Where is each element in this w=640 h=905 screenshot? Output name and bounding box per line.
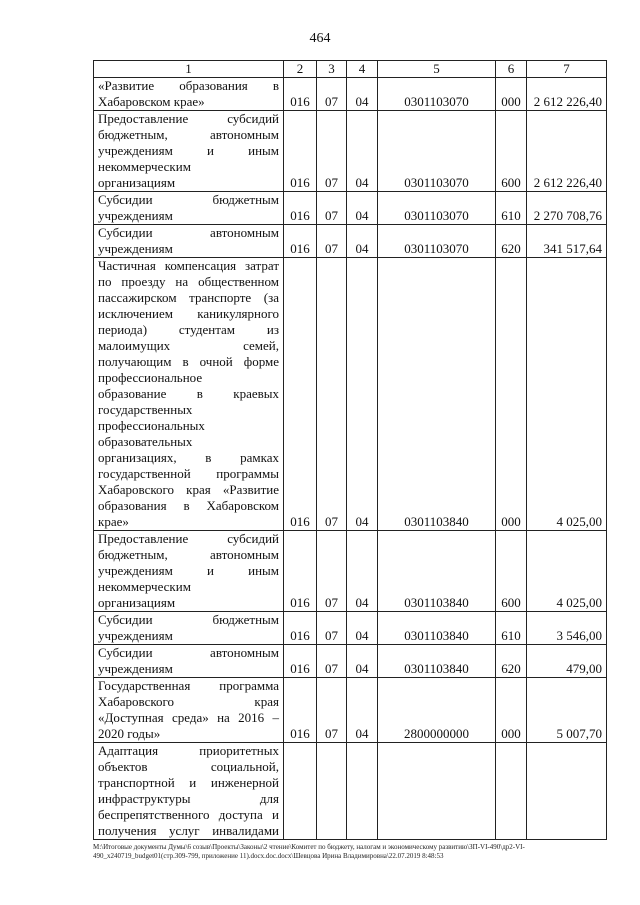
amount-cell: 4 025,00 xyxy=(527,258,607,531)
section-cell: 07 xyxy=(317,678,347,743)
row-name-line: Хабаровского края xyxy=(98,694,279,709)
admin-code-cell: 016 xyxy=(284,225,317,258)
target-article-cell: 0301103840 xyxy=(378,258,496,531)
amount-cell: 4 025,00 xyxy=(527,531,607,612)
section-cell: 07 xyxy=(317,531,347,612)
subsection-cell: 04 xyxy=(347,225,378,258)
amount-cell: 341 517,64 xyxy=(527,225,607,258)
row-name-line: Частичная компенсация затрат xyxy=(98,258,279,273)
row-name-cell xyxy=(94,225,284,258)
table-row xyxy=(94,111,607,192)
row-name-line: Субсидии бюджетным xyxy=(98,192,279,207)
section-cell: 07 xyxy=(317,612,347,645)
expense-type-cell: 600 xyxy=(496,111,527,192)
row-name-line: Предоставление субсидий xyxy=(98,111,279,126)
row-name-line: Государственная программа xyxy=(98,678,279,693)
row-name-line: беспрепятственного доступа и xyxy=(98,807,279,822)
row-name-line: по проезду на общественном xyxy=(98,274,279,289)
document-path-footer: M:\Итоговые документы Думы\6 созыв\Проекты\Законы\2 чтение\Комитет по бюджету, налогам и экономическому развитию\ЗП-VI-490\др2-VI-490_х240719_budget01(стр.309-799, приложение 11).docx.doc.docx\Шевцова Ирина Владимировна\22.07.2019 8:48:53 xyxy=(93,843,525,860)
table-row xyxy=(94,531,607,612)
row-name-line: образования в Хабаровском xyxy=(98,498,279,513)
target-article-cell: 0301103070 xyxy=(378,111,496,192)
row-name-cell xyxy=(94,645,284,678)
row-name-line: организациям xyxy=(98,595,176,610)
subsection-cell: 04 xyxy=(347,645,378,678)
amount-cell: 5 007,70 xyxy=(527,678,607,743)
expense-type-cell: 000 xyxy=(496,78,527,111)
header-cell: 1 xyxy=(94,61,284,78)
header-cell: 7 xyxy=(527,61,607,78)
target-article-cell: 0301103070 xyxy=(378,225,496,258)
row-name-cell xyxy=(94,612,284,645)
section-cell: 07 xyxy=(317,645,347,678)
subsection-cell: 04 xyxy=(347,78,378,111)
row-name-line: Хабаровском крае» xyxy=(98,94,205,109)
budget-table xyxy=(93,60,607,840)
row-name-cell xyxy=(94,111,284,192)
subsection-cell: 04 xyxy=(347,678,378,743)
admin-code-cell: 016 xyxy=(284,258,317,531)
subsection-cell: 04 xyxy=(347,612,378,645)
admin-code-cell: 016 xyxy=(284,612,317,645)
row-name-line: учреждениям xyxy=(98,628,173,643)
row-name-line: Субсидии автономным xyxy=(98,225,279,240)
expense-type-cell: 610 xyxy=(496,192,527,225)
row-name-line: образовательных xyxy=(98,434,193,449)
page-number: 464 xyxy=(309,31,331,46)
target-article-cell: 0301103070 xyxy=(378,192,496,225)
admin-code-cell: 016 xyxy=(284,645,317,678)
table-row-continued xyxy=(94,743,607,840)
section-cell: 07 xyxy=(317,78,347,111)
row-name-line: учреждениям xyxy=(98,661,173,676)
row-name-line: исключением каникулярного xyxy=(98,306,279,321)
row-name-line: учреждениям xyxy=(98,241,173,256)
header-cell: 6 xyxy=(496,61,527,78)
row-name-line: объектов социальной, xyxy=(98,759,279,774)
amount-cell: 2 270 708,76 xyxy=(527,192,607,225)
row-name-cell xyxy=(94,743,284,840)
subsection-cell: 04 xyxy=(347,531,378,612)
table-row xyxy=(94,678,607,743)
row-name-line: учреждениям и иным xyxy=(98,563,279,578)
target-article-cell: 2800000000 xyxy=(378,678,496,743)
row-name-line: учреждениям и иным xyxy=(98,143,279,158)
row-name-line: малоимущих семей, xyxy=(98,338,279,353)
amount-cell: 479,00 xyxy=(527,645,607,678)
row-name-cell xyxy=(94,678,284,743)
row-name-line: «Развитие образования в xyxy=(98,78,279,93)
row-name-line: периода) студентам из xyxy=(98,322,279,337)
expense-type-cell: 000 xyxy=(496,678,527,743)
expense-type-cell: 620 xyxy=(496,645,527,678)
expense-type-cell: 610 xyxy=(496,612,527,645)
subsection-cell: 04 xyxy=(347,111,378,192)
row-name-cell xyxy=(94,258,284,531)
table-header-row xyxy=(94,61,607,78)
row-name-line: Хабаровского края «Развитие xyxy=(98,482,279,497)
admin-code-cell: 016 xyxy=(284,531,317,612)
section-cell: 07 xyxy=(317,192,347,225)
expense-type-cell: 600 xyxy=(496,531,527,612)
section-cell: 07 xyxy=(317,111,347,192)
target-article-cell: 0301103840 xyxy=(378,612,496,645)
row-name-line: инфраструктуры для xyxy=(98,791,279,806)
row-name-line: Субсидии бюджетным xyxy=(98,612,279,627)
target-article-cell: 0301103070 xyxy=(378,78,496,111)
header-cell: 5 xyxy=(378,61,496,78)
header-cell: 3 xyxy=(317,61,347,78)
row-name-line: организациям xyxy=(98,175,176,190)
admin-code-cell: 016 xyxy=(284,192,317,225)
row-name-line: профессиональное xyxy=(98,370,203,385)
section-cell: 07 xyxy=(317,225,347,258)
header-cell: 2 xyxy=(284,61,317,78)
subsection-cell: 04 xyxy=(347,192,378,225)
row-name-line: Субсидии автономным xyxy=(98,645,279,660)
amount-cell xyxy=(527,743,607,840)
amount-cell: 2 612 226,40 xyxy=(527,111,607,192)
admin-code-cell: 016 xyxy=(284,678,317,743)
row-name-line: получающим в очной форме xyxy=(98,354,279,369)
subsection-cell: 04 xyxy=(347,258,378,531)
row-name-line: транспортной и инженерной xyxy=(98,775,279,790)
table-row xyxy=(94,225,607,258)
row-name-line: «Доступная среда» на 2016 – xyxy=(98,710,279,725)
section-cell: 07 xyxy=(317,258,347,531)
row-name-line: бюджетным, автономным xyxy=(98,547,279,562)
row-name-line: образование в краевых xyxy=(98,386,279,401)
table-row xyxy=(94,612,607,645)
section-cell xyxy=(317,743,347,840)
row-name-line: учреждениям xyxy=(98,208,173,223)
row-name-line: организациях, в рамках xyxy=(98,450,279,465)
table-row xyxy=(94,258,607,531)
admin-code-cell: 016 xyxy=(284,78,317,111)
expense-type-cell xyxy=(496,743,527,840)
amount-cell: 2 612 226,40 xyxy=(527,78,607,111)
row-name-line: профессиональных xyxy=(98,418,205,433)
table-row xyxy=(94,192,607,225)
table-row xyxy=(94,78,607,111)
target-article-cell: 0301103840 xyxy=(378,645,496,678)
admin-code-cell xyxy=(284,743,317,840)
header-cell: 4 xyxy=(347,61,378,78)
table-row xyxy=(94,645,607,678)
row-name-line: Адаптация приоритетных xyxy=(98,743,279,758)
row-name-line: крае» xyxy=(98,514,129,529)
amount-cell: 3 546,00 xyxy=(527,612,607,645)
row-name-line: получения услуг инвалидами xyxy=(98,823,279,838)
row-name-cell xyxy=(94,78,284,111)
row-name-line: некоммерческим xyxy=(98,159,191,174)
row-name-line: государственной программы xyxy=(98,466,279,481)
row-name-line: некоммерческим xyxy=(98,579,191,594)
row-name-line: пассажирском транспорте (за xyxy=(98,290,279,305)
target-article-cell: 0301103840 xyxy=(378,531,496,612)
row-name-cell xyxy=(94,192,284,225)
expense-type-cell: 000 xyxy=(496,258,527,531)
row-name-line: государственных xyxy=(98,402,193,417)
row-name-line: Предоставление субсидий xyxy=(98,531,279,546)
expense-type-cell: 620 xyxy=(496,225,527,258)
row-name-line: бюджетным, автономным xyxy=(98,127,279,142)
admin-code-cell: 016 xyxy=(284,111,317,192)
subsection-cell xyxy=(347,743,378,840)
row-name-line: 2020 годы» xyxy=(98,726,161,741)
target-article-cell xyxy=(378,743,496,840)
row-name-cell xyxy=(94,531,284,612)
